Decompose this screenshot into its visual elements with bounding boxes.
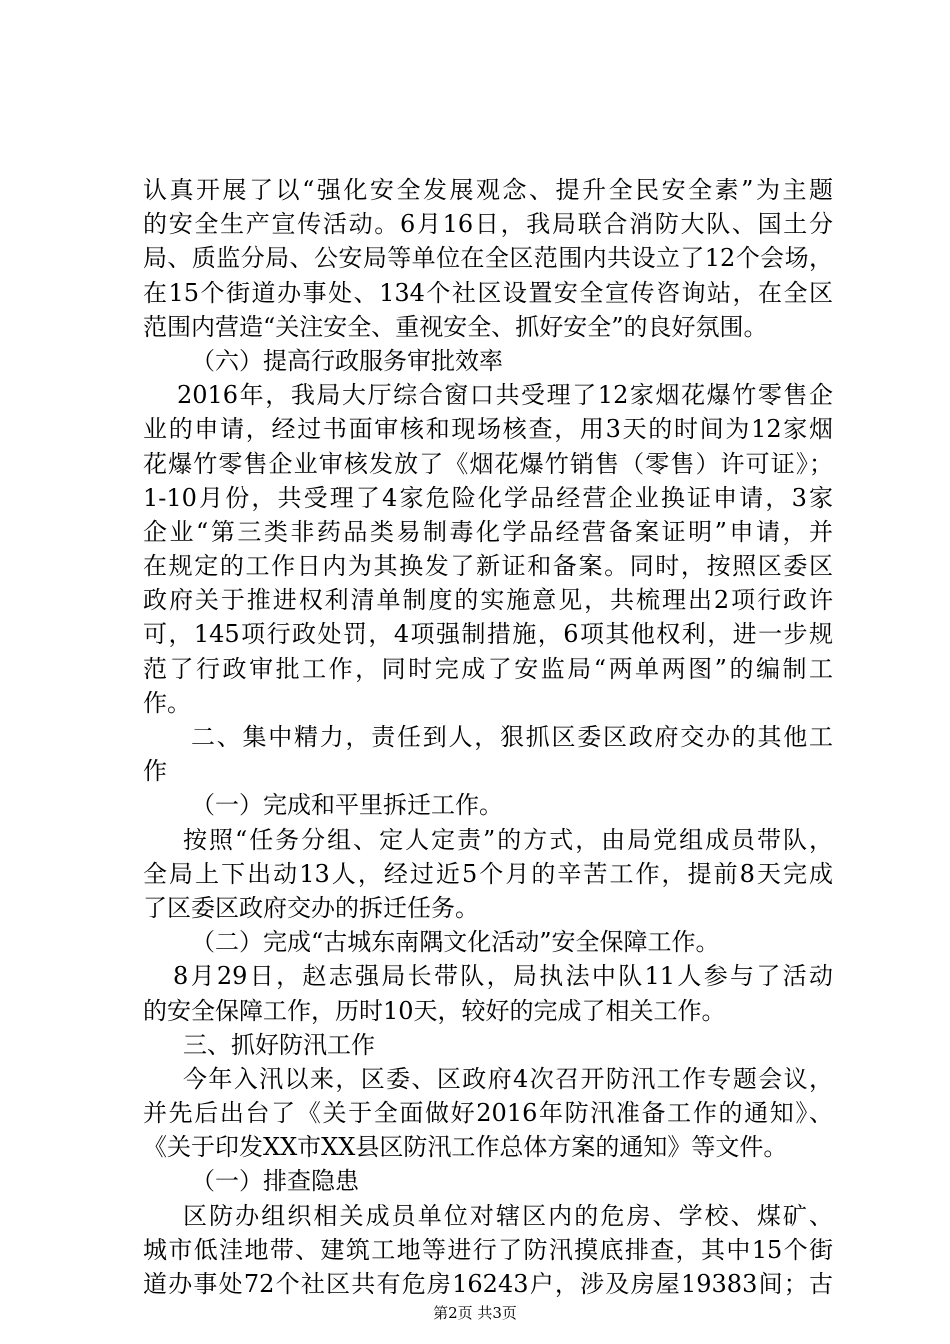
text-line: 政府关于推进权利清单制度的实施意见，共梳理出2项行政许	[143, 586, 833, 615]
text-line: 按照“任务分组、定人定责”的方式，由局党组成员带队，	[183, 825, 833, 854]
text-line: 并先后出台了《关于全面做好2016年防汛准备工作的通知》、	[143, 1099, 833, 1128]
document-body	[143, 173, 833, 1301]
text-line: 城市低洼地带、建筑工地等进行了防汛摸底排查，其中15个街	[143, 1235, 833, 1264]
subsection-heading: （二）完成“古城东南隅文化活动”安全保障工作。	[191, 928, 720, 957]
text-line: 在规定的工作日内为其换发了新证和备案。同时，按照区委区	[143, 552, 833, 581]
text-line: 的安全生产宣传活动。6月16日，我局联合消防大队、国土分	[143, 210, 833, 239]
text-line: 全局上下出动13人，经过近5个月的辛苦工作，提前8天完成	[143, 859, 833, 888]
section-heading-cont: 作	[143, 757, 167, 786]
text-line: 认真开展了以“强化安全发展观念、提升全民安全素”为主题	[143, 176, 833, 204]
text-line: 范了行政审批工作，同时完成了安监局“两单两图”的编制工	[143, 654, 833, 683]
text-line: 的安全保障工作，历时10天，较好的完成了相关工作。	[143, 996, 726, 1025]
text-line: 区防办组织相关成员单位对辖区内的危房、学校、煤矿、	[183, 1201, 833, 1230]
subsection-heading: （一）排查隐患	[191, 1167, 359, 1196]
text-line: 1-10月份，共受理了4家危险化学品经营企业换证申请，3家	[143, 483, 833, 512]
text-line: 8月29日，赵志强局长带队，局执法中队11人参与了活动	[173, 962, 833, 991]
text-line: 2016年，我局大厅综合窗口共受理了12家烟花爆竹零售企	[177, 381, 833, 410]
page-footer: 第2页 共3页	[433, 1304, 517, 1322]
text-line: 企业“第三类非药品类易制毒化学品经营备案证明”申请，并	[143, 517, 833, 546]
text-line: 今年入汛以来，区委、区政府4次召开防汛工作专题会议，	[183, 1064, 833, 1093]
text-line: 道办事处72个社区共有危房16243户，涉及房屋19383间；古	[143, 1270, 833, 1298]
text-line: 作。	[143, 688, 191, 717]
section-heading: 三、抓好防汛工作	[183, 1030, 375, 1059]
text-line: 花爆竹零售企业审核发放了《烟花爆竹销售（零售）许可证》；	[143, 449, 833, 478]
text-line: 《关于印发XX市XX县区防汛工作总体方案的通知》等文件。	[143, 1133, 788, 1162]
text-line: 了区委区政府交办的拆迁任务。	[143, 893, 479, 922]
section-heading: （六）提高行政服务审批效率	[191, 346, 503, 375]
text-line: 可，145项行政处罚，4项强制措施，6项其他权利，进一步规	[143, 620, 833, 649]
subsection-heading: （一）完成和平里拆迁工作。	[191, 791, 503, 820]
section-heading: 二、集中精力，责任到人，狠抓区委区政府交办的其他工	[191, 723, 833, 751]
text-line: 范围内营造“关注安全、重视安全、抓好安全”的良好氛围。	[143, 312, 768, 341]
text-line: 业的申请，经过书面审核和现场核查，用3天的时间为12家烟	[143, 415, 833, 444]
text-line: 局、质监分局、公安局等单位在全区范围内共设立了12个会场，	[143, 244, 833, 273]
text-line: 在15个街道办事处、134个社区设置安全宣传咨询站，在全区	[143, 278, 833, 307]
